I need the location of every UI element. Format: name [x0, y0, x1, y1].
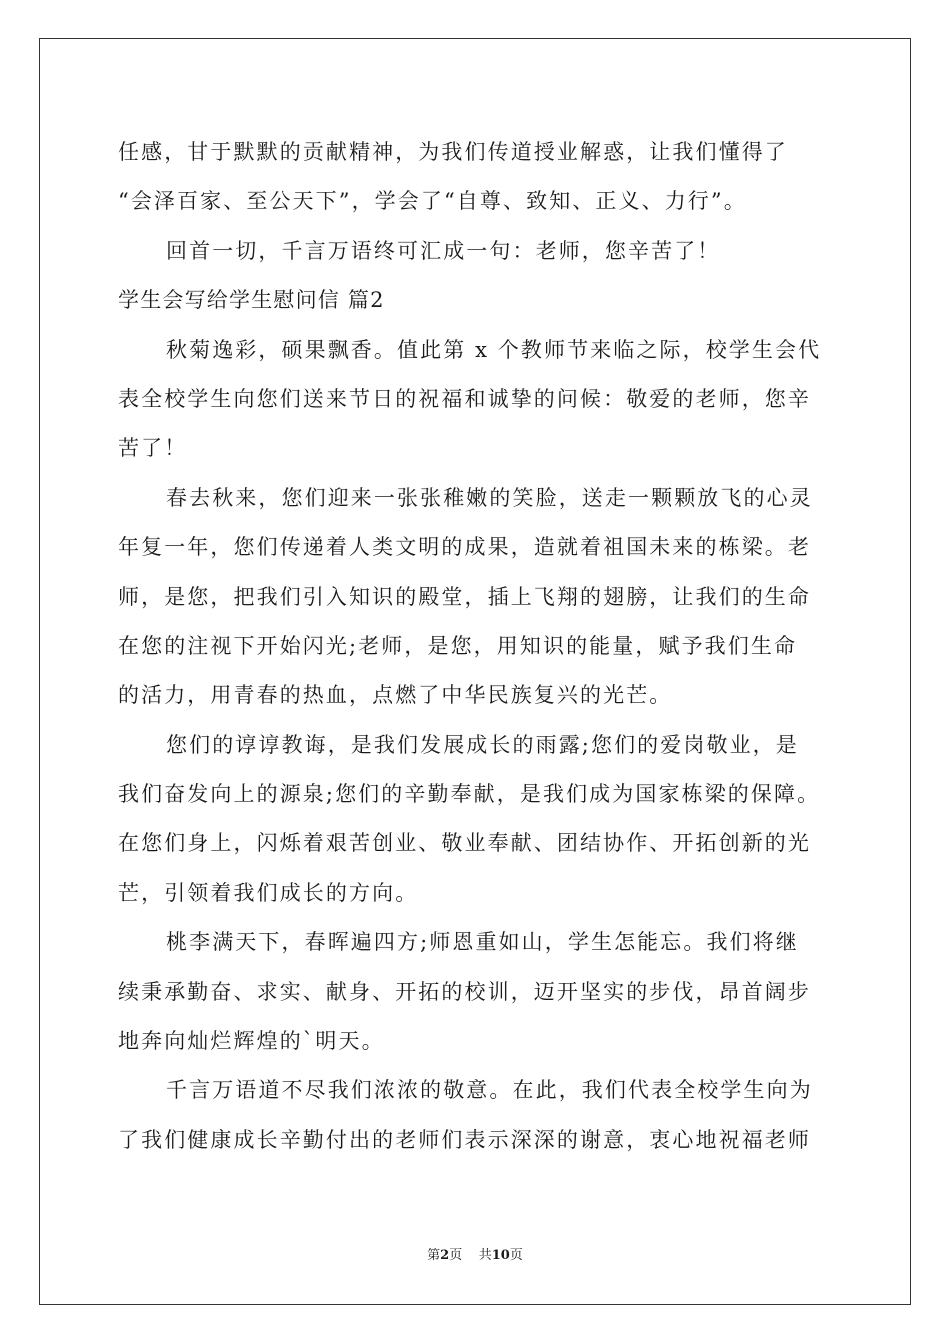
- text-line: 苦了！: [118, 436, 188, 461]
- text-line: 地奔向灿烂辉煌的`明天。: [118, 1029, 385, 1054]
- text-line: 表全校学生向您们送来节日的祝福和诚挚的问候：敬爱的老师，您辛: [118, 386, 811, 411]
- text-line: 续秉承勤奋、求实、献身、开拓的校训，迈开坚实的步伐，昂首阔步: [118, 979, 811, 1004]
- page-number: 2: [440, 1248, 450, 1263]
- page-prefix: 第: [427, 1248, 441, 1263]
- text-line: 千言万语道不尽我们浓浓的敬意。在此，我们代表全校学生向为: [166, 1078, 813, 1103]
- text-line: 年复一年，您们传递着人类文明的成果，造就着祖国未来的栋梁。老: [118, 535, 811, 560]
- total-suffix: 页: [509, 1248, 523, 1263]
- text-line: 我们奋发向上的源泉;您们的辛勤奉献，是我们成为国家栋梁的保障。: [118, 782, 821, 807]
- text-line: 任感，甘于默默的贡献精神，为我们传道授业解惑，让我们懂得了: [118, 140, 788, 164]
- total-pages: 10: [491, 1248, 510, 1263]
- document-body: [118, 128, 834, 1165]
- page-footer: [0, 1246, 950, 1266]
- text-line: 您们的谆谆教诲，是我们发展成长的雨露;您们的爱岗敬业，是: [166, 732, 799, 757]
- text-line: 桃李满天下，春晖遍四方;师恩重如山，学生怎能忘。我们将继: [166, 930, 799, 955]
- text-line: 的活力，用青春的热血，点燃了中华民族复兴的光芒。: [118, 683, 673, 708]
- text-line: 春去秋来，您们迎来一张张稚嫩的笑脸，送走一颗颗放飞的心灵: [166, 485, 813, 510]
- text-line: 芒，引领着我们成长的方向。: [118, 880, 419, 905]
- text-line: 回首一切，千言万语终可汇成一句：老师，您辛苦了！: [166, 238, 721, 263]
- text-line: 在您们身上，闪烁着艰苦创业、敬业奉献、团结协作、开拓创新的光: [118, 831, 811, 856]
- total-prefix: 共: [478, 1248, 492, 1263]
- text-line: 师，是您，把我们引入知识的殿堂，插上飞翔的翅膀，让我们的生命: [118, 584, 811, 609]
- text-line: “会泽百家、至公天下”，学会了“自尊、致知、正义、力行”。: [118, 189, 747, 214]
- text-line: 秋菊逸彩，硕果飘香。值此第 x 个教师节来临之际，校学生会代: [166, 337, 822, 362]
- page-suffix: 页: [449, 1248, 463, 1263]
- text-line: 了我们健康成长辛勤付出的老师们表示深深的谢意，衷心地祝福老师: [118, 1127, 811, 1152]
- text-line: 在您的注视下开始闪光;老师，是您，用知识的能量，赋予我们生命: [118, 633, 798, 658]
- section-heading: 学生会写给学生慰问信 篇2: [118, 288, 385, 313]
